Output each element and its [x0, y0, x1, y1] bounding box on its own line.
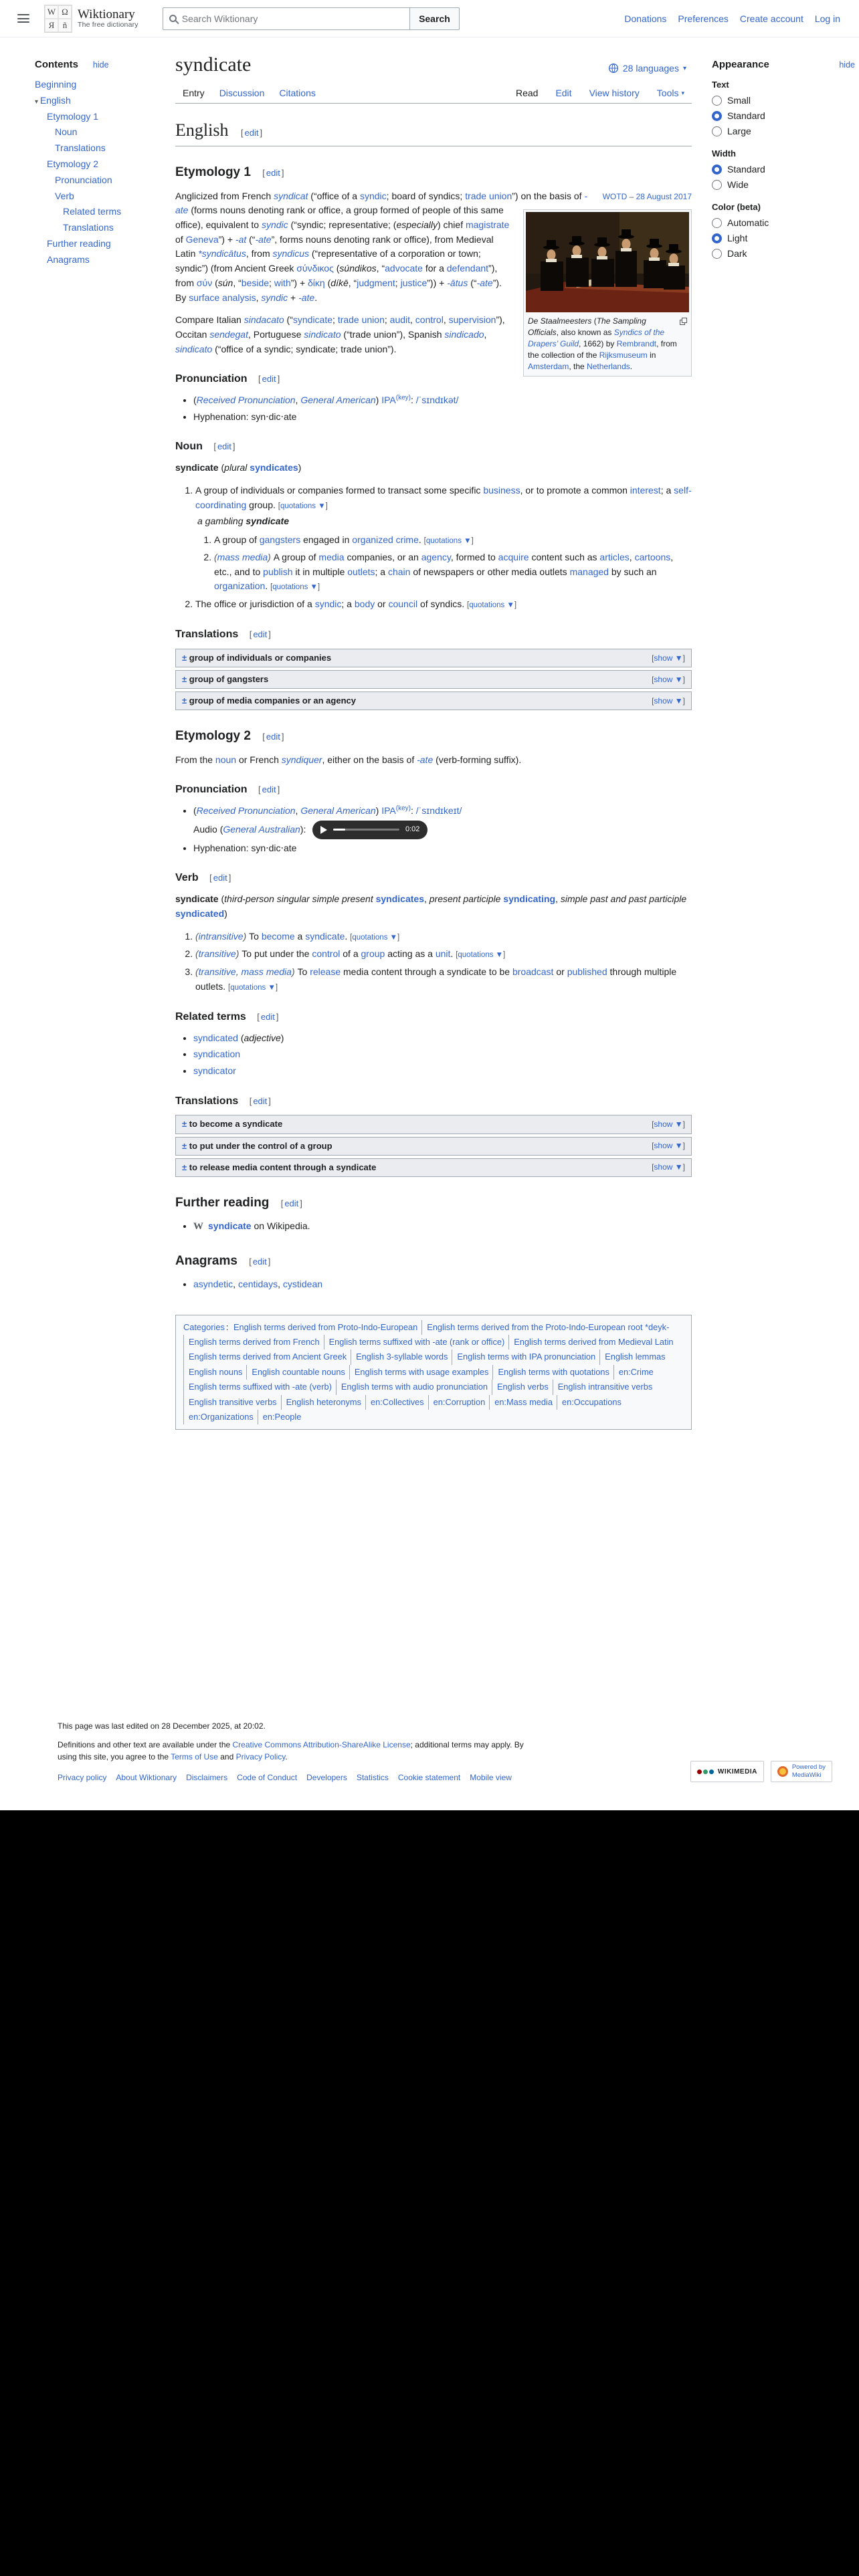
footer-link[interactable]: About Wiktionary	[116, 1773, 177, 1782]
wikipedia-icon: W	[193, 1221, 203, 1232]
radio-icon[interactable]	[712, 111, 722, 121]
logo-tagline: The free dictionary	[78, 21, 138, 29]
image-caption: De Staalmeesters (The Sampling Officials, also known as Syndics of the Drapers’ Guild, 1662) by Rembrandt, from the collection of the Rijksmuseum in Amsterdam, the Netherlands.	[526, 312, 689, 374]
edit-section-link[interactable]: [ edit ]	[280, 1198, 302, 1208]
text-size-radio[interactable]: Standard	[712, 110, 855, 121]
search-button[interactable]: Search	[410, 7, 460, 30]
translations-box[interactable]: ± group of gangsters [show ▼]	[175, 670, 692, 689]
toc-item[interactable]: Etymology 2	[47, 158, 99, 169]
category-link[interactable]: English intransitive verbs	[553, 1380, 657, 1394]
header-link[interactable]: Donations	[624, 13, 667, 24]
category-link[interactable]: English 3-syllable words	[351, 1350, 452, 1364]
edit-section-link[interactable]: [ edit ]	[257, 1011, 279, 1022]
toc-item[interactable]: Further reading	[47, 237, 111, 249]
radio-icon[interactable]	[712, 165, 722, 175]
section-heading-verb: Verb [ edit ]	[175, 872, 231, 884]
ipa-line: • (Received Pronunciation, General American) $IPA^{(key)}$: /ˈsɪndɪkət/	[193, 393, 692, 408]
category-link[interactable]: English terms derived from Medieval Latin	[508, 1335, 677, 1350]
color-radio[interactable]: Light	[712, 233, 855, 243]
section-heading-translations-verb: Translations [ edit ]	[175, 1095, 271, 1107]
plus-minus-icon: ±	[182, 673, 187, 684]
painting-thumbnail[interactable]	[523, 209, 692, 377]
color-radio[interactable]: Dark	[712, 248, 855, 259]
category-link[interactable]: English terms derived from the Proto-Indo-European root *deyk-	[421, 1320, 673, 1335]
plus-minus-icon: ±	[182, 695, 187, 706]
footer-link[interactable]: Privacy policy	[58, 1773, 107, 1782]
audio-line: Audio (General Australian): 0:02	[193, 821, 692, 839]
show-toggle[interactable]: [show ▼]	[652, 674, 685, 684]
chevron-down-icon: ▾	[682, 64, 686, 72]
category-link[interactable]: English transitive verbs	[183, 1395, 281, 1410]
languages-button[interactable]: 28 languages ▾	[603, 60, 692, 76]
user-links	[624, 13, 844, 24]
wiktionary-logo[interactable]	[44, 5, 138, 33]
tab[interactable]: Citations	[279, 88, 316, 98]
width-radio[interactable]: Wide	[712, 179, 855, 190]
translations-box[interactable]: ± to become a syndicate [show ▼]	[175, 1115, 692, 1134]
section-heading-etymology-1: Etymology 1 [ edit ]	[175, 165, 284, 180]
section-heading-anagrams: Anagrams [ edit ]	[175, 1253, 271, 1268]
radio-icon[interactable]	[712, 96, 722, 106]
edit-section-link[interactable]: [ edit ]	[249, 1095, 271, 1106]
article	[175, 104, 692, 1430]
anagrams-line: • asyndetic, centidays, cystidean	[193, 1277, 692, 1292]
toc-item[interactable]: ▾ English	[35, 94, 71, 106]
radio-icon[interactable]	[712, 218, 722, 228]
toc-expand-icon: ▾	[35, 98, 40, 106]
categories-label[interactable]: Categories :	[183, 1321, 229, 1332]
definition: 1. A group of individuals or companies formed to transact some specific business, or to promote a common interest; a self-coordinating group. [quotations ▼] a gambling syndicate 1. A group of gangsters engaged in organized crime. [quotations ▼] 2. (mass media) A group of media companies, or an agency, formed to acquire content such as articles, cartoons, etc., and to publish it in multiple outlets; a chain of newspapers or other media outlets managed by such an organization. [quotations ▼]	[195, 484, 692, 594]
color-radio[interactable]: Automatic	[712, 217, 855, 228]
section-heading-noun: Noun [ edit ]	[175, 441, 235, 453]
radio-icon[interactable]	[712, 180, 722, 190]
edit-section-link[interactable]: [ edit ]	[258, 784, 280, 795]
appearance-title: Appearance	[712, 59, 769, 70]
category-link[interactable]: English verbs	[492, 1380, 553, 1394]
category-link[interactable]: en:Corruption	[428, 1395, 490, 1410]
plus-minus-icon: ±	[182, 1140, 187, 1151]
definition: 2. The office or jurisdiction of a syndic; a body or council of syndics. [quotations ▼]	[195, 597, 692, 612]
edit-section-link[interactable]: [ edit ]	[258, 374, 280, 385]
toc-title: Contents	[35, 59, 78, 70]
header-link[interactable]: Preferences	[678, 13, 729, 24]
logo-tile-icon: W Ω Я ñ	[44, 5, 72, 33]
main-menu-icon[interactable]	[17, 14, 29, 23]
wikimedia-badge[interactable]: WIKIMEDIA	[690, 1761, 764, 1782]
edit-section-link[interactable]: [ edit ]	[249, 1256, 271, 1267]
toc-item[interactable]: Translations	[55, 142, 106, 154]
wotd-note[interactable]: WOTD – 28 August 2017	[602, 191, 692, 201]
edit-section-link[interactable]: [ edit ]	[213, 441, 235, 452]
category-link[interactable]: en:Occupations	[557, 1395, 626, 1410]
category-link[interactable]: en:Collectives	[365, 1395, 428, 1410]
radio-icon[interactable]	[712, 233, 722, 243]
tab[interactable]: Read	[515, 88, 539, 98]
category-link[interactable]: English terms suffixed with -ate (rank or office)	[324, 1335, 509, 1350]
category-link[interactable]: English heteronyms	[281, 1395, 365, 1410]
footer	[0, 1701, 859, 1810]
license-note: Definitions and other text are available under the Creative Commons Attribution-ShareAlike License; additional terms may apply. By using this site, you agree to the Terms of Use and Privacy Policy.	[58, 1739, 524, 1762]
section-heading-english: English [ edit ]	[175, 117, 692, 146]
appearance-hide-button[interactable]: hide	[839, 60, 855, 70]
enlarge-icon[interactable]	[680, 317, 687, 328]
text-size-radio[interactable]: Small	[712, 95, 855, 106]
audio-player[interactable]	[312, 821, 427, 839]
mediawiki-badge[interactable]: Powered by MediaWiki	[771, 1761, 832, 1782]
etymology-paragraph: From the noun or French syndiquer, either on the basis of -ate (verb-forming suffix).	[175, 754, 522, 765]
edit-section-link[interactable]: [ edit ]	[240, 128, 263, 138]
footer-link[interactable]: Statistics	[356, 1773, 389, 1782]
search-input[interactable]	[182, 13, 403, 24]
toc-item[interactable]: Etymology 1	[47, 110, 99, 122]
usage-example: a gambling syndicate	[197, 516, 289, 527]
edit-section-link[interactable]: [ edit ]	[209, 873, 231, 883]
category-link[interactable]: English countable nouns	[246, 1365, 349, 1380]
section-heading-pronunciation-1: Pronunciation [ edit ]	[175, 373, 280, 385]
table-of-contents	[29, 52, 165, 268]
tab[interactable]: View history	[589, 88, 640, 98]
related-term: • syndication	[193, 1047, 692, 1062]
edit-section-link[interactable]: [ edit ]	[262, 168, 284, 179]
section-heading-etymology-2: Etymology 2 [ edit ]	[175, 729, 284, 744]
translations-box[interactable]: ± to put under the control of a group [show ▼]	[175, 1137, 692, 1156]
categories-bar	[175, 1315, 692, 1430]
section-heading-pronunciation-2: Pronunciation [ edit ]	[175, 784, 280, 796]
category-link[interactable]: English nouns	[183, 1365, 246, 1380]
sub-definition: 1. A group of gangsters engaged in organized crime. [quotations ▼]	[214, 533, 692, 548]
translations-box[interactable]: ± group of individuals or companies [show ▼]	[175, 649, 692, 667]
toc-item[interactable]: Pronunciation	[55, 174, 112, 185]
header-link[interactable]: Create account	[739, 13, 803, 24]
plus-minus-icon: ±	[182, 1119, 187, 1130]
toc-hide-button[interactable]: hide	[92, 60, 109, 70]
category-link[interactable]: English terms derived from Proto-Indo-European	[233, 1321, 418, 1332]
category-link[interactable]: English terms derived from French	[183, 1335, 324, 1350]
text-size-radio[interactable]: Large	[712, 126, 855, 136]
text-size-label: Text	[712, 80, 729, 90]
footer-link[interactable]: Mobile view	[470, 1773, 512, 1782]
hyphenation-line: • Hyphenation: syn‧dic‧ate	[193, 410, 692, 425]
play-icon[interactable]	[320, 826, 327, 834]
logo-title: Wiktionary	[78, 7, 135, 21]
definition: 3. (transitive, mass media) To release media content through a syndicate to be broadcast or published through multiple outlets. [quotations ▼]	[195, 965, 692, 994]
further-reading-item: • W syndicate on Wikipedia.	[193, 1219, 692, 1235]
wikimedia-logo-icon	[697, 1769, 714, 1774]
category-link[interactable]: en:Mass media	[489, 1395, 557, 1410]
verb-headword-line: syndicate (third-person singular simple present syndicates, present participle syndicating, simple past and past participle syndicated)	[175, 893, 687, 919]
header-link[interactable]: Log in	[814, 13, 840, 24]
definition: 1. (intransitive) To become a syndicate. [quotations ▼]	[195, 930, 692, 944]
tab[interactable]: Edit	[555, 88, 572, 98]
audio-duration: 0:02	[405, 825, 420, 834]
toc-item[interactable]: Anagrams	[47, 253, 90, 265]
color-label: Color (beta)	[712, 202, 761, 212]
plus-minus-icon: ±	[182, 1162, 187, 1172]
related-term: • syndicator	[193, 1064, 692, 1079]
width-label: Width	[712, 148, 736, 158]
ipa-line: • (Received Pronunciation, General American) $IPA^{(key)}$: /ˈsɪndɪkeɪt/	[193, 804, 692, 819]
radio-icon[interactable]	[712, 249, 722, 259]
mediawiki-logo-icon	[777, 1766, 788, 1777]
etymology-compare-paragraph: Compare Italian sindacato (“syndicate; trade union; audit, control, supervision”), Occitan sendegat, Portuguese sindicato (“trade union”), Spanish sindicado, sindicato (“office of a syndic; syndicate; trade union”).	[175, 314, 505, 354]
footer-link[interactable]: Disclaimers	[186, 1773, 228, 1782]
category-link[interactable]: English terms derived from Ancient Greek	[183, 1350, 351, 1364]
related-term: • syndicated (adjective)	[193, 1031, 692, 1046]
footer-link[interactable]: Developers	[306, 1773, 347, 1782]
category-link[interactable]: English terms with IPA pronunciation	[452, 1350, 599, 1364]
plus-minus-icon: ±	[182, 652, 187, 663]
sub-definition: 2. (mass media) A group of media companies, or an agency, formed to acquire content such as articles, cartoons, etc., and to publish it in multiple outlets; a chain of newspapers or other media outlets managed by such an organization. [quotations ▼]	[214, 550, 692, 594]
translations-box[interactable]: ± group of media companies or an agency [show ▼]	[175, 691, 692, 710]
toc-item[interactable]: Translations	[63, 222, 114, 233]
tab[interactable]: Discussion	[219, 88, 265, 98]
footer-link[interactable]: Cookie statement	[397, 1773, 461, 1782]
last-edited-note: This page was last edited on 28 December 2025, at 20:02.	[58, 1721, 266, 1731]
radio-icon[interactable]	[712, 126, 722, 136]
show-toggle[interactable]: [show ▼]	[652, 695, 685, 706]
category-link[interactable]: English terms suffixed with -ate (verb)	[183, 1380, 336, 1394]
edit-section-link[interactable]: [ edit ]	[249, 629, 271, 639]
toc-item[interactable]: Beginning	[35, 79, 77, 90]
definition: 2. (transitive) To put under the control of a group acting as a unit. [quotations ▼]	[195, 947, 692, 962]
tab[interactable]: Tools ▾	[656, 88, 684, 98]
noun-headword-line: syndicate (plural syndicates)	[175, 462, 302, 473]
toc-item[interactable]: Noun	[55, 126, 78, 138]
category-link[interactable]: en:People	[258, 1410, 306, 1424]
appearance-panel	[712, 52, 855, 271]
painting-image[interactable]	[526, 212, 689, 312]
etymology-paragraph: Anglicized from French syndicat (“office of a syndic; board of syndics; trade union”) on the basis of -ate (forms nouns denoting rank or office, a group formed of people of this same office), equivalent to syndic (“syndic; representative; (especially) chief magistrate of Geneva”) + -at (“-ate”, forms nouns denoting rank or office), from Medieval Latin *syndicātus, from syndicus (“representative of a corporation or town; syndic”) (from Ancient Greek σύνδικος (súndikos, “advocate for a defendant”), from σύν (sún, “beside; with”) + δίκη (díkē, “judgment; justice”)) + -ātus (“-ate”). By surface analysis, syndic + -ate.	[175, 190, 588, 303]
search-bar	[163, 7, 460, 30]
translations-box[interactable]: ± to release media content through a syndicate [show ▼]	[175, 1158, 692, 1177]
width-radio[interactable]: Standard	[712, 164, 855, 175]
section-heading-related-terms: Related terms [ edit ]	[175, 1010, 279, 1023]
hyphenation-line: • Hyphenation: syn‧dic‧ate	[193, 841, 692, 856]
footer-link[interactable]: Code of Conduct	[237, 1773, 298, 1782]
audio-progress-bar[interactable]	[333, 829, 399, 831]
category-link[interactable]: en:Organizations	[183, 1410, 258, 1424]
chevron-down-icon: ▾	[681, 89, 684, 96]
show-toggle[interactable]: [show ▼]	[652, 1141, 685, 1151]
site-header	[0, 0, 859, 37]
tab[interactable]: Entry	[183, 88, 205, 98]
main-content	[175, 52, 692, 1430]
section-heading-translations-noun: Translations [ edit ]	[175, 628, 271, 640]
category-link[interactable]: en:Crime	[613, 1365, 658, 1380]
globe-icon	[608, 63, 619, 74]
page-tabs	[175, 83, 692, 104]
category-link[interactable]: English lemmas	[599, 1350, 669, 1364]
edit-section-link[interactable]: [ edit ]	[262, 732, 284, 742]
category-link[interactable]: English terms with quotations	[492, 1365, 613, 1380]
show-toggle[interactable]: [show ▼]	[652, 1162, 685, 1172]
category-link[interactable]: English terms with audio pronunciation	[336, 1380, 492, 1394]
category-link[interactable]: English terms with usage examples	[349, 1365, 493, 1380]
show-toggle[interactable]: [show ▼]	[652, 1119, 685, 1130]
search-icon	[169, 15, 177, 22]
toc-item[interactable]: Verb	[55, 190, 74, 201]
toc-item[interactable]: Related terms	[63, 206, 122, 217]
show-toggle[interactable]: [show ▼]	[652, 653, 685, 663]
section-heading-further-reading: Further reading [ edit ]	[175, 1195, 302, 1210]
page-title: syndicate	[175, 53, 252, 76]
